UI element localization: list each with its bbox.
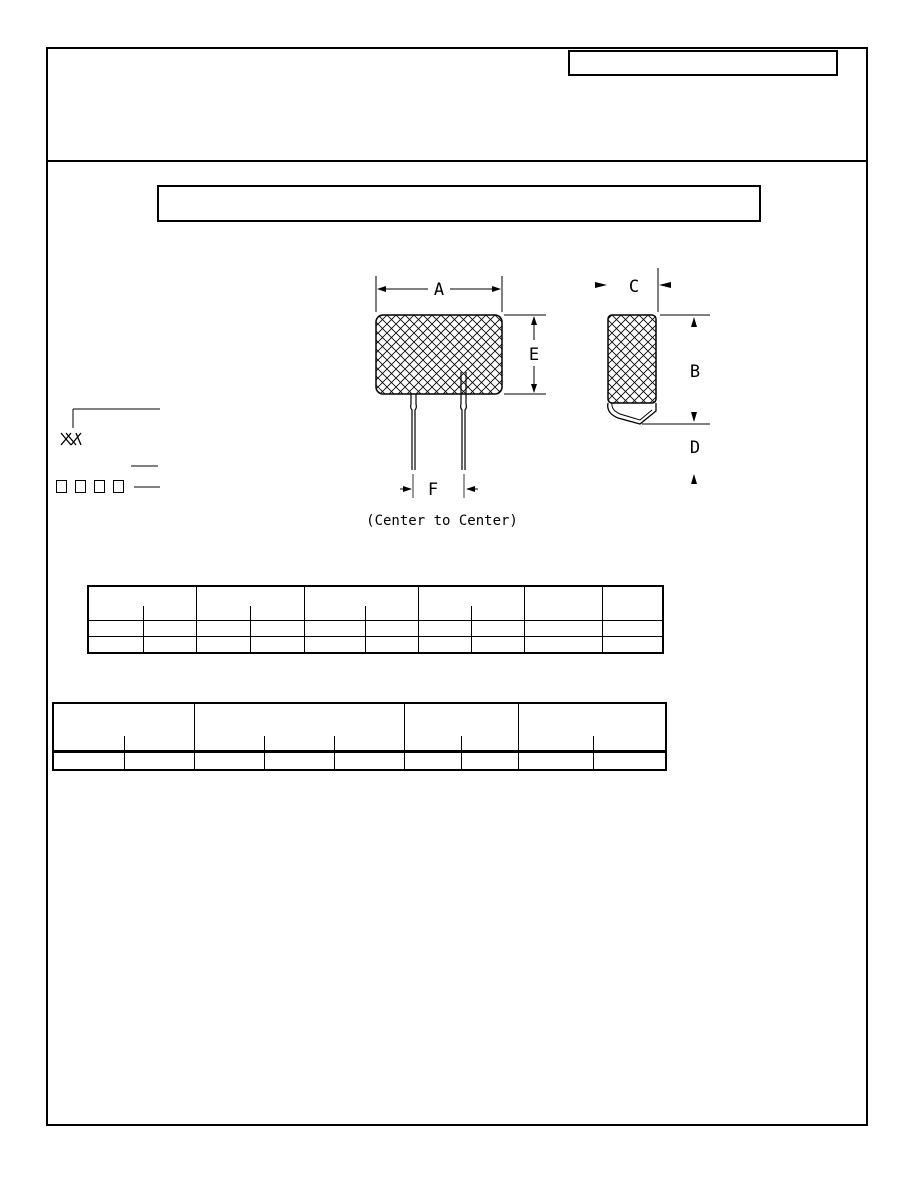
t2-group-4 <box>518 703 666 752</box>
table-row <box>53 752 666 771</box>
t1-group-1 <box>88 586 196 621</box>
label-c: C <box>628 277 640 297</box>
capacitor-side-body <box>608 315 656 403</box>
t1-group-4 <box>418 586 524 621</box>
capacitor-front-body <box>376 315 502 394</box>
label-b: B <box>689 362 701 382</box>
side-lead-bend <box>608 403 656 424</box>
t1-group-5 <box>524 586 602 621</box>
dimension-e <box>504 315 546 394</box>
dimensions-table-2 <box>52 702 667 771</box>
dimension-f <box>400 474 478 498</box>
table-row <box>88 637 663 654</box>
table-2-header <box>53 703 666 752</box>
label-a: A <box>433 280 445 300</box>
t1-group-6 <box>602 586 663 621</box>
label-e: E <box>528 345 540 365</box>
legend-symbol <box>61 409 160 487</box>
t1-group-2 <box>196 586 304 621</box>
t2-group-3 <box>404 703 518 752</box>
legend-box-1 <box>56 480 67 493</box>
label-d: D <box>689 438 701 458</box>
t2-group-2 <box>194 703 404 752</box>
dimensions-table-1 <box>87 585 664 654</box>
t1-group-3 <box>304 586 418 621</box>
legend-box-3 <box>94 480 105 493</box>
label-f: F <box>427 480 439 500</box>
dimension-d <box>691 474 697 484</box>
center-note: (Center to Center) <box>366 513 518 529</box>
legend-box-2 <box>75 480 86 493</box>
table-1-header <box>88 586 663 621</box>
t2-group-1 <box>53 703 194 752</box>
legend-box-4 <box>113 480 124 493</box>
table-row <box>88 621 663 637</box>
